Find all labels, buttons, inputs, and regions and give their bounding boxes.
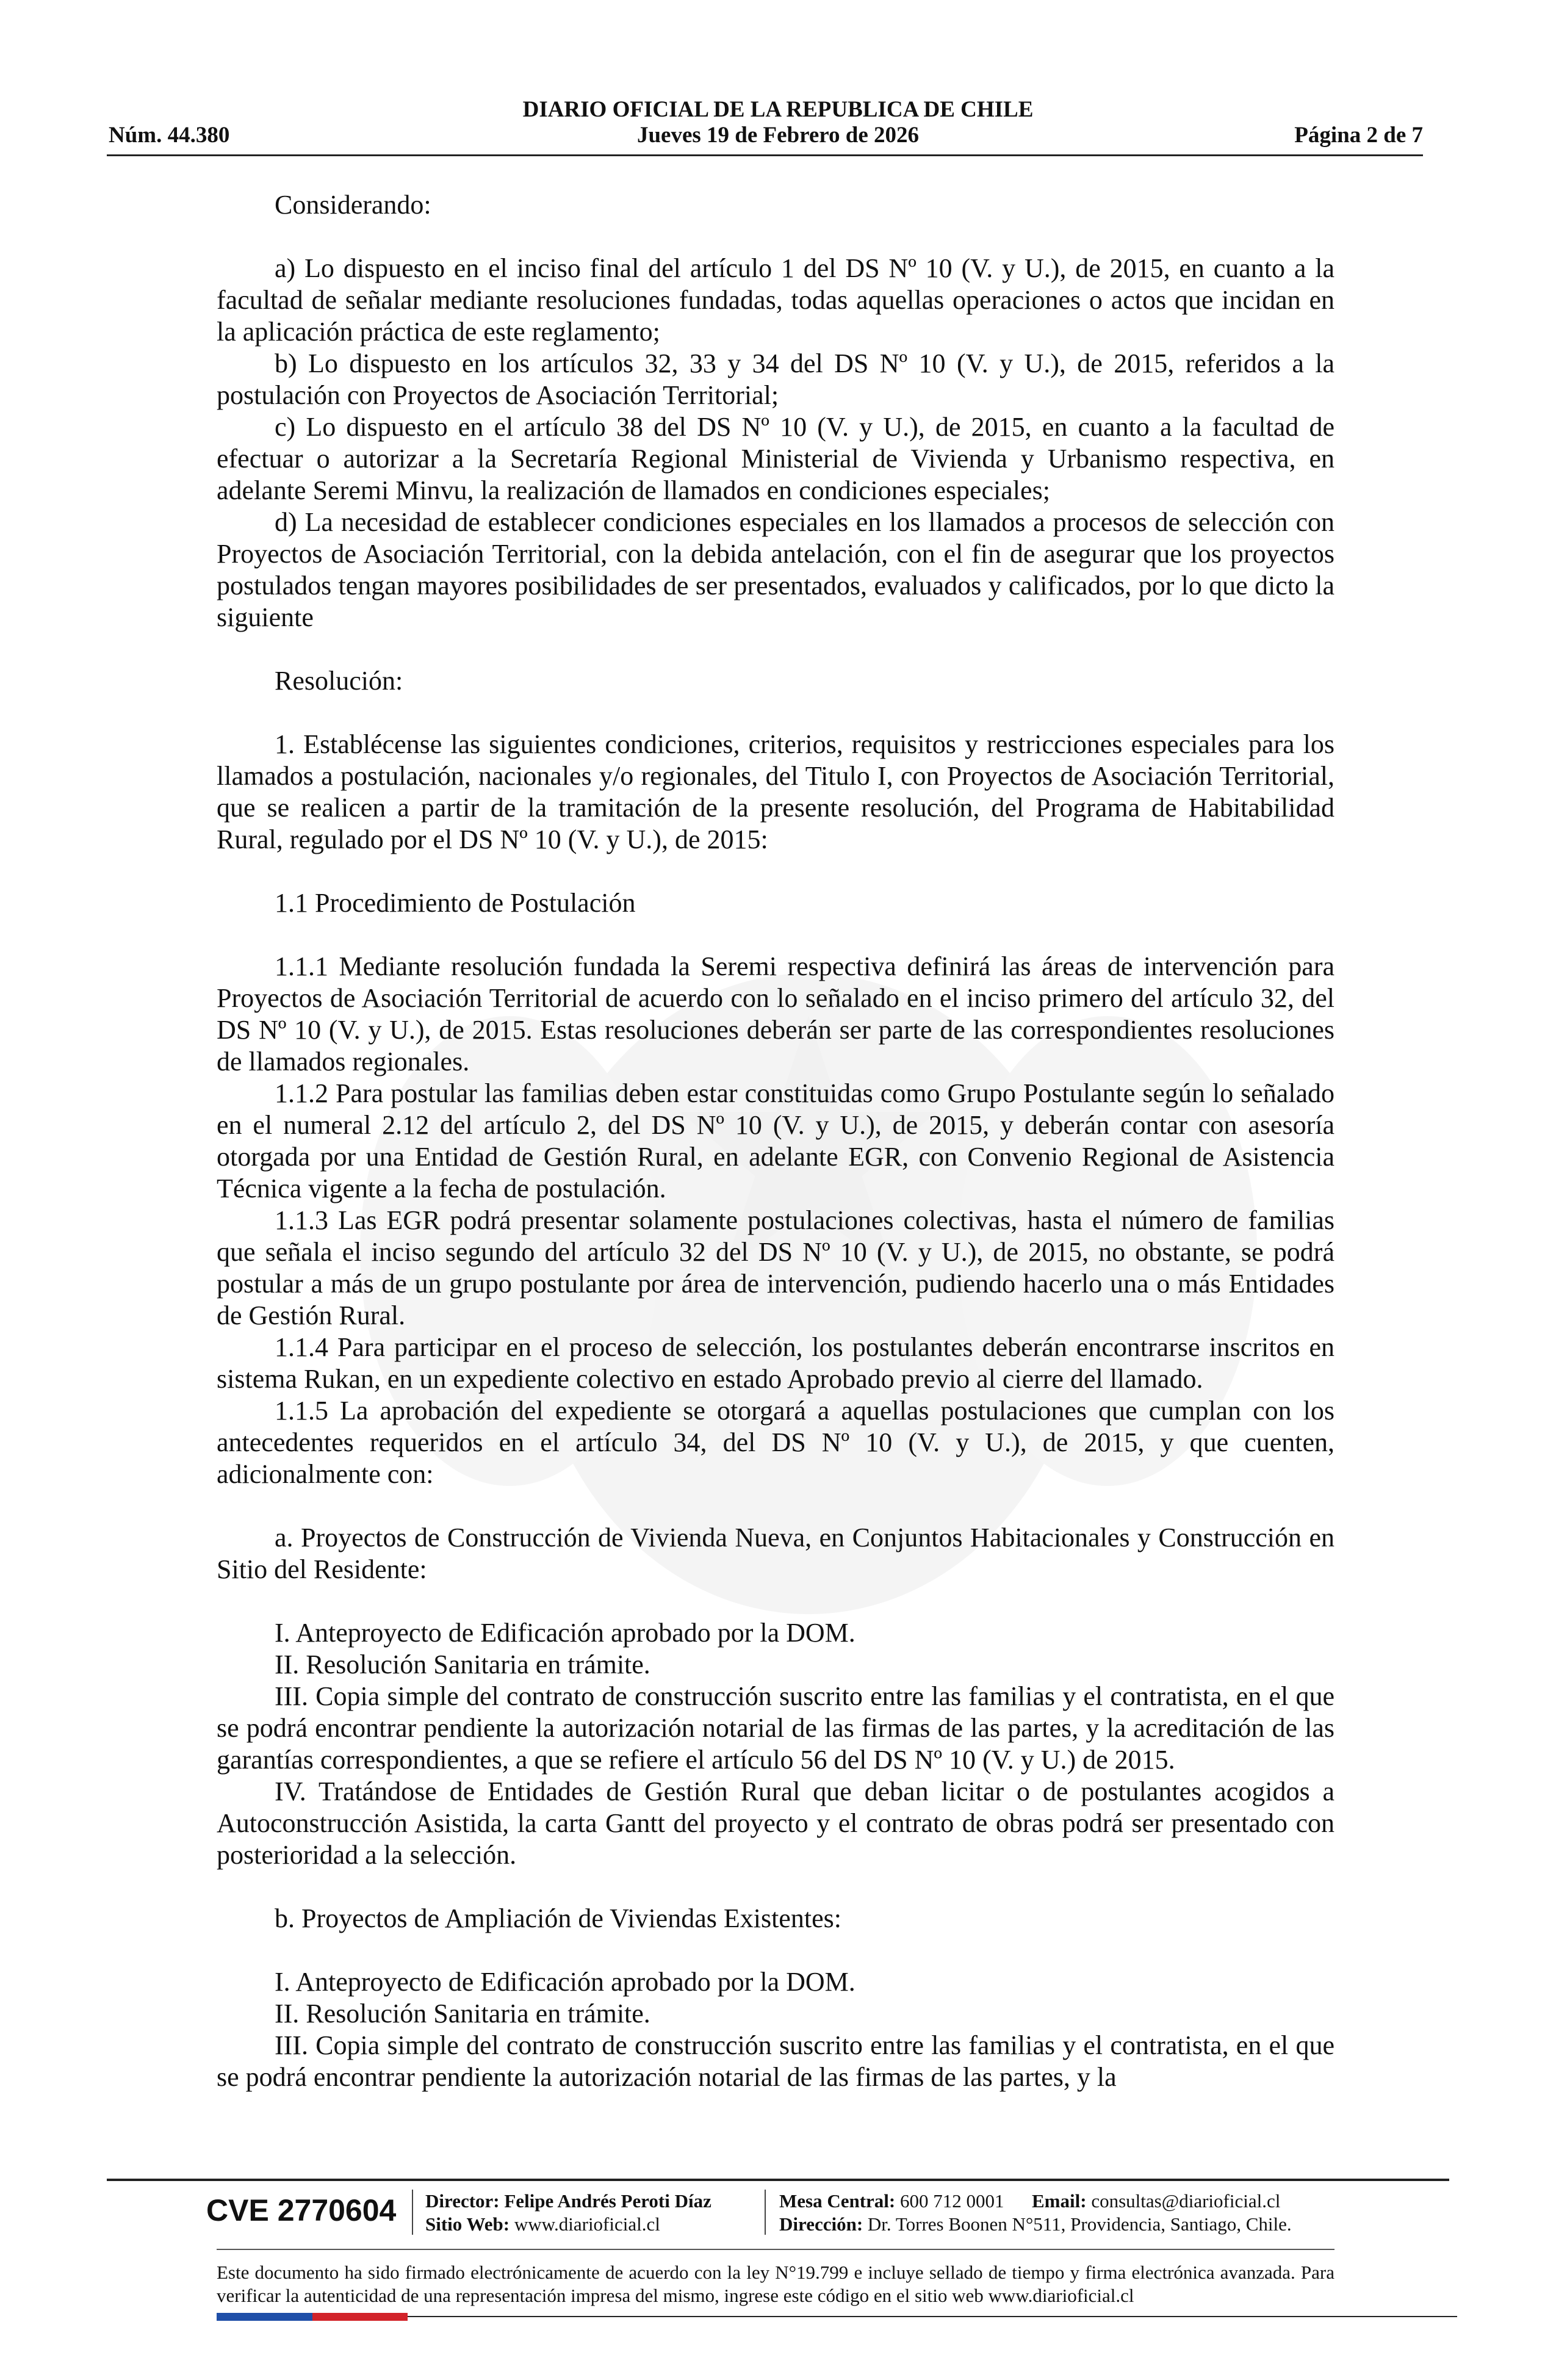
list-item: IV. Tratándose de Entidades de Gestión Rural que deban licitar o de postulantes acogidos a Autoconstrucción Asistida, la carta Gantt del proyecto y el contrato de obras podrá ser presentado con posterioridad a la selección. <box>217 1776 1334 1870</box>
paragraph: 1.1.5 La aprobación del expediente se otorgará a aquellas postulaciones que cumplan con los antecedentes requeridos en el artículo 34, del DS Nº 10 (V. y U.), de 2015, y que cuenten, adicionalmente con: <box>217 1396 1334 1489</box>
paragraph: b. Proyectos de Ampliación de Viviendas Existentes: <box>275 1903 841 1933</box>
page-indicator: Página 2 de 7 <box>1294 123 1423 148</box>
flag-stripe-blue <box>217 2313 312 2321</box>
footer-director <box>425 2190 711 2213</box>
address-value: Dr. Torres Boonen N°511, Providencia, Santiago, Chile. <box>867 2213 1292 2235</box>
list-item: II. Resolución Sanitaria en trámite. <box>275 1650 650 1679</box>
paragraph: a) Lo dispuesto en el inciso final del artículo 1 del DS Nº 10 (V. y U.), de 2015, en cuanto a la facultad de señalar mediante resoluciones fundadas, todas aquellas operaciones o actos que incidan en la aplicación práctica de este reglamento; <box>217 253 1334 347</box>
issue-date: Jueves 19 de Febrero de 2026 <box>636 123 920 148</box>
footer-separator <box>412 2190 413 2235</box>
footer-separator <box>765 2190 766 2235</box>
footer-website <box>425 2213 660 2236</box>
mesa-label: Mesa Central: <box>779 2190 896 2212</box>
paragraph: b) Lo dispuesto en los artículos 32, 33 y 34 del DS Nº 10 (V. y U.), de 2015, referidos a la postulación con Proyectos de Asociación Territorial; <box>217 348 1334 410</box>
list-item: III. Copia simple del contrato de construcción suscrito entre las familias y el contratista, en el que se podrá encontrar pendiente la autorización notarial de las firmas de las partes, y la <box>217 2030 1334 2092</box>
paragraph: a. Proyectos de Construcción de Vivienda Nueva, en Conjuntos Habitacionales y Construcción en Sitio del Residente: <box>217 1523 1334 1584</box>
footer-contact <box>779 2190 1280 2213</box>
list-item: II. Resolución Sanitaria en trámite. <box>275 1999 650 2028</box>
footer-divider <box>107 2179 1449 2181</box>
paragraph: 1.1.1 Mediante resolución fundada la Seremi respectiva definirá las áreas de intervención para Proyectos de Asociación Territorial de acuerdo con lo señalado en el inciso primero del artículo 32, del DS Nº 10 (V. y U.), de 2015. Estas resoluciones deberán ser parte de las correspondientes resoluciones de llamados regionales. <box>217 951 1334 1076</box>
mesa-phone: 600 712 0001 <box>900 2190 1004 2212</box>
footer-inner-divider <box>217 2249 1334 2250</box>
legal-notice: Este documento ha sido firmado electrónicamente de acuerdo con la ley N°19.799 e incluye sellado de tiempo y firma electrónica avanzada. Para verificar la autenticidad de una representación impresa del mismo, ingrese este código en el sitio web www.diarioficial.cl <box>217 2262 1334 2306</box>
section-heading: Considerando: <box>275 190 431 220</box>
header-divider <box>107 154 1423 156</box>
section-heading: 1.1 Procedimiento de Postulación <box>275 888 636 918</box>
flag-stripe-red <box>312 2313 408 2321</box>
paragraph: 1. Establécense las siguientes condiciones, criterios, requisitos y restricciones especiales para los llamados a postulación, nacionales y/o regionales, del Titulo I, con Proyectos de Asociación Territorial, que se realicen a partir de la tramitación de la presente resolución, del Programa de Habitabilidad Rural, regulado por el DS Nº 10 (V. y U.), de 2015: <box>217 729 1334 854</box>
list-item: III. Copia simple del contrato de construcción suscrito entre las familias y el contratista, en el que se podrá encontrar pendiente la autorización notarial de las firmas de las partes, y la acreditación de las garantías correspondientes, a que se refiere el artículo 56 del DS Nº 10 (V. y U.) de 2015. <box>217 1681 1334 1775</box>
paragraph: 1.1.3 Las EGR podrá presentar solamente postulaciones colectivas, hasta el número de familias que señala el inciso segundo del artículo 32 del DS Nº 10 (V. y U.), de 2015, no obstante, se podrá postular a más de un grupo postulante por área de intervención, pudiendo hacerlo una o más Entidades de Gestión Rural. <box>217 1205 1334 1330</box>
issue-number: Núm. 44.380 <box>109 123 230 148</box>
document-body <box>217 189 1334 2093</box>
paragraph: 1.1.4 Para participar en el proceso de selección, los postulantes deberán encontrarse inscritos en sistema Rukan, en un expediente colectivo en estado Aprobado previo al cierre del llamado. <box>217 1332 1334 1394</box>
list-item: I. Anteproyecto de Edificación aprobado por la DOM. <box>275 1967 855 1997</box>
cve-code: CVE 2770604 <box>206 2193 397 2227</box>
section-heading: Resolución: <box>275 666 403 696</box>
paragraph: d) La necesidad de establecer condiciones especiales en los llamados a procesos de selección con Proyectos de Asociación Territorial, con la debida antelación, con el fin de asegurar que los proyectos postulados tengan mayores posibilidades de ser presentados, evaluados y calificados, por lo que dicto la siguiente <box>217 507 1334 632</box>
director-name: Felipe Andrés Peroti Díaz <box>504 2190 711 2212</box>
director-label: Director: <box>425 2190 500 2212</box>
email-label: Email: <box>1032 2190 1087 2212</box>
website-link[interactable]: www.diarioficial.cl <box>514 2213 660 2235</box>
list-item: I. Anteproyecto de Edificación aprobado por la DOM. <box>275 1618 855 1648</box>
footer-address <box>779 2213 1292 2236</box>
address-label: Dirección: <box>779 2213 863 2235</box>
website-label: Sitio Web: <box>425 2213 510 2235</box>
email-link[interactable]: consultas@diarioficial.cl <box>1091 2190 1281 2212</box>
footer-bottom-line <box>408 2316 1457 2317</box>
paragraph: 1.1.2 Para postular las familias deben estar constituidas como Grupo Postulante según lo señalado en el numeral 2.12 del artículo 2, del DS Nº 10 (V. y U.), de 2015, y deberán contar con asesoría otorgada por una Entidad de Gestión Rural, en adelante EGR, con Convenio Regional de Asistencia Técnica vigente a la fecha de postulación. <box>217 1078 1334 1203</box>
publication-title: DIARIO OFICIAL DE LA REPUBLICA DE CHILE <box>522 97 1034 122</box>
paragraph: c) Lo dispuesto en el artículo 38 del DS Nº 10 (V. y U.), de 2015, en cuanto a la facultad de efectuar o autorizar a la Secretaría Regional Ministerial de Vivienda y Urbanismo respectiva, en adelante Seremi Minvu, la realización de llamados en condiciones especiales; <box>217 412 1334 505</box>
